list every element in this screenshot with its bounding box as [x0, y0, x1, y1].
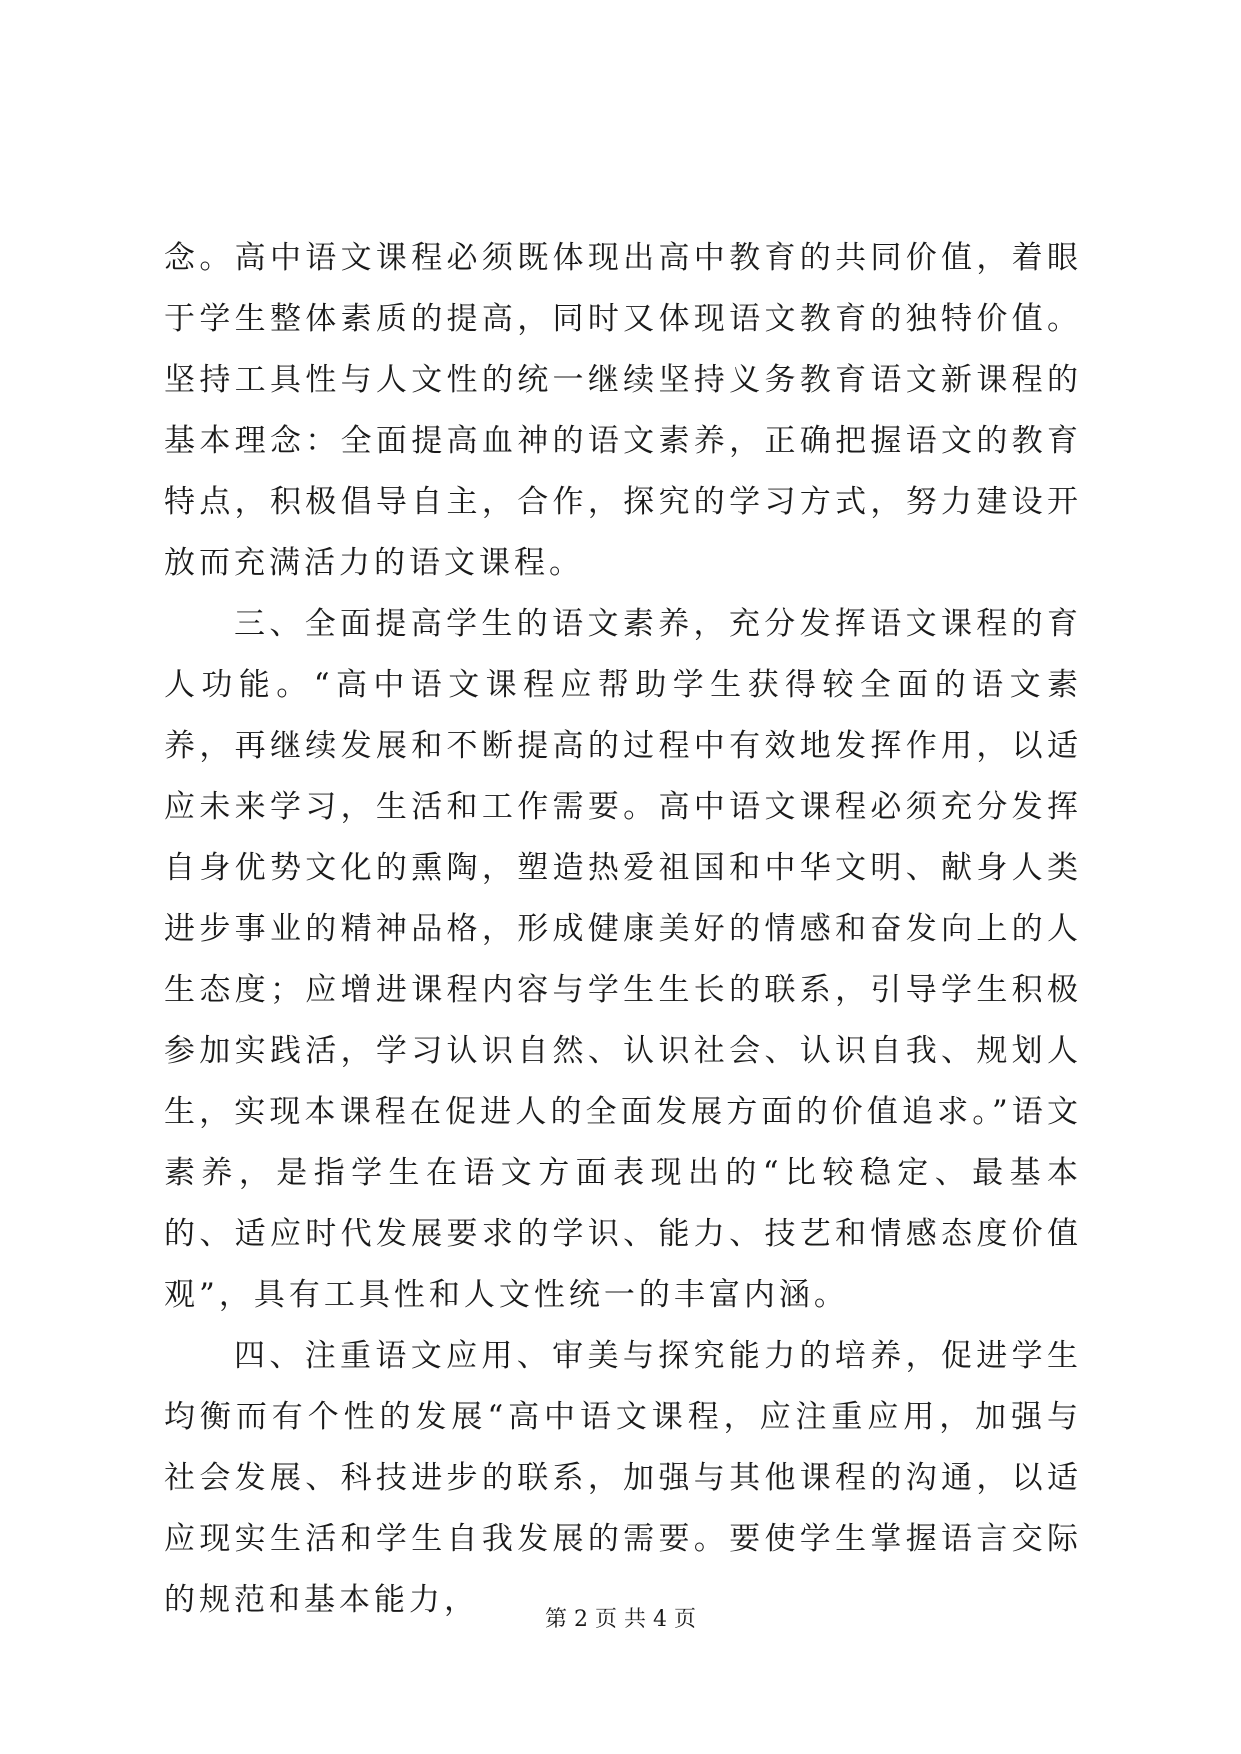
page-footer [0, 1606, 1241, 1634]
paragraph-1: 念。高中语文课程必须既体现出高中教育的共同价值，着眼于学生整体素质的提高，同时又体现语文教育的独特价值。坚持工具性与人文性的统一继续坚持义务教育语文新课程的基本理念：全面提高血神的语文素养，正确把握语文的教育特点，积极倡导自主，合作，探究的学习方式，努力建设开放而充满活力的语文课程。 [164, 240, 1082, 581]
paragraph-3: 四、注重语文应用、审美与探究能力的培养，促进学生均衡而有个性的发展“高中语文课程，应注重应用，加强与社会发展、科技进步的联系，加强与其他课程的沟通，以适应现实生活和学生自我发展的需要。要使学生掌握语言交际的规范和基本能力， [164, 1338, 1082, 1618]
document-body [164, 228, 1082, 1631]
page-number-label: 第 2 页 共 4 页 [545, 1607, 696, 1632]
paragraph-2: 三、全面提高学生的语文素养，充分发挥语文课程的育人功能。“高中语文课程应帮助学生获得较全面的语文素养，再继续发展和不断提高的过程中有效地发挥作用，以适应未来学习，生活和工作需要。高中语文课程必须充分发挥自身优势文化的熏陶，塑造热爱祖国和中华文明、献身人类进步事业的精神品格，形成健康美好的情感和奋发向上的人生态度；应增进课程内容与学生生长的联系，引导学生积极参加实践活，学习认识自然、认识社会、认识自我、规划人生，实现本课程在促进人的全面发展方面的价值追求。”语文素养，是指学生在语文方面表现出的“比较稳定、最基本的、适应时代发展要求的学识、能力、技艺和情感态度价值观”，具有工具性和人文性统一的丰富内涵。 [164, 606, 1082, 1313]
